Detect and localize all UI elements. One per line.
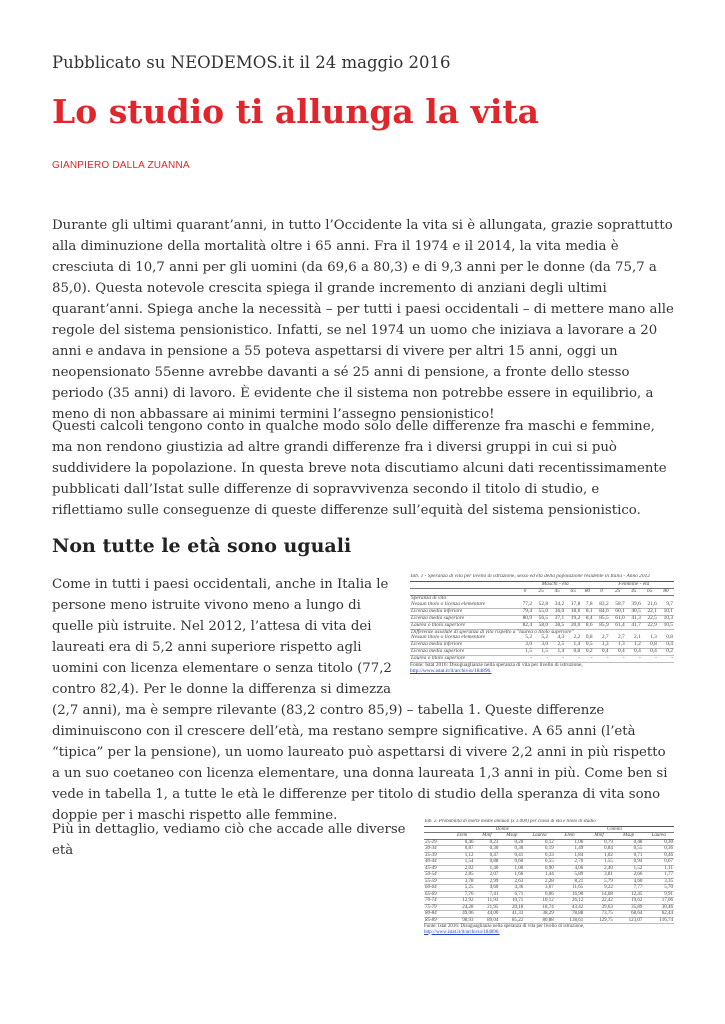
table-cell: 0,94 — [614, 859, 644, 866]
table-cell: 7,41 — [475, 891, 500, 898]
paragraph-intro: Durante gli ultimi quarant’anni, in tutto l’Occidente la vita si è allungata, grazie soprattutto alla diminuzione della mortalità oltre i 65 anni. Fra il 1974 e il 2014, la vita media è cresciuta di 10,7 anni per gli uomini (da 69,6 a 80,3) e di 9,3 anni per le donne (da 75,7 a 85,0). Questa notevole crescita spiega il grande incremento di anziani degli ultimi quarant’anni. Spiega anche la necessità – per tutti i paesi occidentali – di mettere mano alle regole del sistema pensionistico. Infatti, se nel 1974 un uomo che iniziava a lavorare a 20 anni e andava in pensione a 55 poteva aspettarsi di vivere per altri 15 anni, oggi un neopensionato 55enne avrebbe davanti a sé 25 anni di pensione, a fronte dello stesso periodo (35 anni) di lavoro. È evidente che il sistema non potrebbe essere in equilibrio, a meno di non abbassare ai minimi termini l’assegno pensionistico! — [52, 218, 674, 422]
section-heading: Non tutte le età sono uguali — [52, 535, 352, 557]
table-cell: 20,0 — [565, 622, 581, 629]
table-cell: 1,40 — [475, 865, 500, 872]
table-cell: 0,2 — [581, 649, 593, 656]
table-cell: 9,7 — [658, 602, 674, 608]
table-row-label: 45-49 — [424, 865, 450, 872]
table-cell: 6,06 — [524, 891, 555, 898]
table2-figure — [424, 819, 674, 959]
table-cell: 24,28 — [450, 904, 475, 911]
table-column-header: 80 — [658, 588, 674, 595]
table-row-label: 85-89 — [424, 917, 450, 924]
table-cell: 1,66 — [499, 872, 524, 879]
table-cell: 0,55 — [614, 846, 644, 853]
table-cell: 34,2 — [549, 602, 565, 608]
table-cell: 41,33 — [499, 911, 524, 918]
table-column-header: 0 — [517, 588, 533, 595]
table-cell: 44,00 — [475, 911, 500, 918]
table-cell: 49,06 — [450, 911, 475, 918]
table-cell: 30,46 — [643, 904, 674, 911]
table1 — [410, 581, 674, 663]
table-cell: 41,3 — [626, 615, 642, 622]
table-row-label: Licenza media superiore — [410, 615, 517, 622]
table-cell: 38,29 — [524, 911, 555, 918]
table-cell: 62,44 — [643, 911, 674, 918]
table-cell: - — [594, 656, 610, 663]
table-cell: 0,5 — [581, 642, 593, 649]
table-cell: 58,0 — [533, 622, 549, 629]
table-cell: 9,22 — [584, 885, 614, 892]
table-cell: 8,6 — [581, 622, 593, 629]
table-cell: 5,2 — [517, 635, 533, 641]
table-cell: 16,90 — [555, 891, 585, 898]
table-cell: 35,89 — [614, 904, 644, 911]
table-cell: 129,75 — [584, 917, 614, 924]
table-cell: 1,06 — [555, 839, 585, 846]
table-cell: 2,5 — [549, 642, 565, 649]
table-row-label: 40-44 — [424, 859, 450, 866]
table-cell: 19,2 — [565, 615, 581, 622]
table-cell: 10,1 — [658, 608, 674, 615]
table-cell: 4,3 — [549, 635, 565, 641]
table-cell: 5,79 — [584, 878, 614, 885]
table-cell: 68,64 — [614, 911, 644, 918]
table-cell: - — [610, 656, 626, 663]
table-cell: 1,3 — [642, 635, 658, 641]
table-cell: 0,4 — [610, 649, 626, 656]
table-row — [424, 911, 674, 918]
table-cell: 1,49 — [555, 846, 585, 853]
table-cell: 85,5 — [594, 615, 610, 622]
table-cell: 7,76 — [450, 891, 475, 898]
paragraph-third-container — [52, 574, 674, 826]
table-cell: - — [565, 656, 581, 663]
table-cell: 85,22 — [499, 917, 524, 924]
table-cell: 5,25 — [450, 885, 475, 892]
table-row-label: 35-39 — [424, 852, 450, 859]
table-cell: 8,21 — [555, 878, 585, 885]
table-cell: 8,4 — [581, 615, 593, 622]
table-column-header: 0 — [594, 588, 610, 595]
table-cell: 20,18 — [499, 904, 524, 911]
table-cell: 77,2 — [517, 602, 533, 608]
table-cell: 0,30 — [475, 846, 500, 853]
table-cell: 1,77 — [643, 872, 674, 879]
table-cell: 10,71 — [499, 898, 524, 905]
table-cell: 0,19 — [524, 846, 555, 853]
table-cell: 58,7 — [610, 602, 626, 608]
table-row — [410, 622, 674, 629]
table-cell: - — [533, 656, 549, 663]
table-cell: 0,8 — [658, 635, 674, 641]
table-cell: 3,81 — [584, 872, 614, 879]
table-cell: 17,8 — [565, 602, 581, 608]
table-cell: 3,0 — [517, 642, 533, 649]
table-cell: 2,99 — [475, 878, 500, 885]
table-cell: 0,30 — [499, 846, 524, 853]
table-row-label: Nessun titolo o licenza elementare — [410, 635, 517, 641]
table-cell: 1,55 — [584, 859, 614, 866]
table-cell: 83,2 — [594, 602, 610, 608]
table-column-header: Elem — [450, 833, 475, 840]
table2 — [424, 826, 674, 925]
table-cell: 61,4 — [610, 622, 626, 629]
table-row-label: 30-34 — [424, 846, 450, 853]
table-column-header: Laurea — [524, 833, 555, 840]
table-cell: 4,60 — [475, 885, 500, 892]
table-cell: - — [658, 656, 674, 663]
table-cell: 11,93 — [475, 898, 500, 905]
table-cell: 2,2 — [565, 635, 581, 641]
table-row-label: 65-69 — [424, 891, 450, 898]
table-cell: 5,89 — [555, 872, 585, 879]
table-cell: 2,7 — [594, 635, 610, 641]
table-column-header: 25 — [610, 588, 626, 595]
table-cell: 1,3 — [610, 642, 626, 649]
table-row — [424, 898, 674, 905]
table-group-header: Femmine - età — [594, 581, 674, 588]
table-cell: 2,70 — [555, 859, 585, 866]
table-cell: 80,9 — [517, 615, 533, 622]
table-row-label: 75-79 — [424, 904, 450, 911]
table-row-label: Nessun titolo o licenza elementare — [410, 602, 517, 608]
table-row-label: 55-59 — [424, 878, 450, 885]
table-cell: 56,5 — [533, 615, 549, 622]
table-cell: 9,91 — [643, 891, 674, 898]
table-cell: 0,55 — [524, 859, 555, 866]
table-cell: 0,36 — [643, 846, 674, 853]
table-cell: 1,84 — [555, 852, 585, 859]
table-cell: 98,93 — [450, 917, 475, 924]
table-cell: 4,36 — [499, 885, 524, 892]
table-cell: 52,8 — [533, 602, 549, 608]
table-cell: 22,9 — [642, 622, 658, 629]
table-row-label: 70-74 — [424, 898, 450, 905]
table-cell: - — [549, 656, 565, 663]
table-cell: 0,30 — [643, 839, 674, 846]
publication-line: Pubblicato su NEODEMOS.it il 24 maggio 2016 — [52, 53, 451, 72]
table-cell: - — [517, 656, 533, 663]
table-cell: 0,33 — [524, 852, 555, 859]
table-row — [424, 904, 674, 911]
table-cell: 3,67 — [524, 885, 555, 892]
table-cell: 40,5 — [626, 608, 642, 615]
table-column-header: 25 — [533, 588, 549, 595]
table-column-header: 65 — [642, 588, 658, 595]
table-cell: 2,02 — [450, 865, 475, 872]
table-cell: 4,60 — [614, 878, 644, 885]
table-cell: 21,6 — [642, 602, 658, 608]
table-cell: 5,70 — [643, 885, 674, 892]
table-column-header: Msup — [499, 833, 524, 840]
table-cell: - — [642, 656, 658, 663]
table-cell: 2,66 — [614, 872, 644, 879]
table-cell: 0,41 — [499, 852, 524, 859]
table-cell: 1,3 — [594, 642, 610, 649]
table-cell: 7,77 — [614, 885, 644, 892]
table-cell: 1,02 — [584, 852, 614, 859]
table-row-label: 50-54 — [424, 872, 450, 879]
table-cell: 0,90 — [524, 865, 555, 872]
table1-source: Fonte: Istat 2016: Disuguaglianze nella speranza di vita per livello di istruzione, — [410, 662, 583, 669]
table1-caption: Tab. 1 - Speranza di vita per livello di istruzione, sesso ed età della popolazione residente in Italia - Anno 2012 — [410, 574, 650, 579]
table-cell: 12,92 — [450, 898, 475, 905]
table-cell: 3,35 — [643, 878, 674, 885]
table-column-header: 45 — [549, 588, 565, 595]
table-cell: 10,5 — [658, 622, 674, 629]
table-cell: 0,2 — [658, 649, 674, 656]
table-cell: - — [626, 656, 642, 663]
table-cell: 1,54 — [450, 859, 475, 866]
table-cell: 55,0 — [533, 608, 549, 615]
table-cell: 37,1 — [549, 615, 565, 622]
table-cell: 39,6 — [626, 602, 642, 608]
table-column-header: Minf — [584, 833, 614, 840]
table-cell: - — [581, 656, 593, 663]
table-cell: 73,75 — [584, 911, 614, 918]
table-cell: 1,2 — [626, 642, 642, 649]
table-cell: 4,06 — [555, 865, 585, 872]
table2-link[interactable]: http://www.istat.it/it/archivio/184896. — [424, 929, 500, 935]
table-cell: 60,1 — [610, 608, 626, 615]
table-cell: 1,00 — [499, 865, 524, 872]
table-cell — [410, 581, 517, 588]
table-row-label: Licenza media inferiore — [410, 608, 517, 615]
table-cell: 0,8 — [581, 635, 593, 641]
table-cell: 1,52 — [614, 865, 644, 872]
table-cell: 41,7 — [626, 622, 642, 629]
table-row — [424, 917, 674, 924]
table-cell: 0,88 — [475, 859, 500, 866]
table-cell: 5,2 — [533, 635, 549, 641]
table-cell: 0,84 — [584, 846, 614, 853]
table-cell: 0,67 — [643, 859, 674, 866]
table-cell: 17,06 — [643, 898, 674, 905]
table-header-row — [410, 588, 674, 595]
table-cell: 0,46 — [643, 852, 674, 859]
table-cell: 78,88 — [555, 911, 585, 918]
table-cell: 38,5 — [549, 622, 565, 629]
table-cell: 0,8 — [642, 642, 658, 649]
table-row-label: Laurea o titolo superiore — [410, 622, 517, 629]
table-cell: 116,74 — [643, 917, 674, 924]
table-cell: 12,45 — [614, 891, 644, 898]
table-cell: 22,1 — [642, 608, 658, 615]
table-cell: 26,12 — [555, 898, 585, 905]
table-cell: 8,1 — [581, 608, 593, 615]
table-row-label: 60-64 — [424, 885, 450, 892]
table-row-label: Licenza media inferiore — [410, 642, 517, 649]
table-cell: 2,28 — [524, 878, 555, 885]
table-cell: 2,40 — [584, 865, 614, 872]
table-cell: 39,63 — [584, 904, 614, 911]
table-cell: 138,61 — [555, 917, 585, 924]
table-row-label: 25-29 — [424, 839, 450, 846]
table-cell: 0,8 — [565, 649, 581, 656]
table-cell: 2,07 — [475, 872, 500, 879]
table-cell: 22,5 — [642, 615, 658, 622]
table-cell: 0,71 — [614, 852, 644, 859]
table-cell: 85,9 — [594, 622, 610, 629]
table-cell: 0,23 — [475, 839, 500, 846]
author-link[interactable]: GIANPIERO DALLA ZUANNA — [52, 160, 190, 171]
table1-link[interactable]: http://www.istat.it/it/archivio/184896. — [410, 668, 492, 675]
table-cell: 22,42 — [584, 898, 614, 905]
table-group-header: Uomini — [555, 826, 674, 833]
table-cell: 80,88 — [524, 917, 555, 924]
table-cell: 0,46 — [450, 839, 475, 846]
table-cell: 1,4 — [565, 642, 581, 649]
table-cell: 0,47 — [475, 852, 500, 859]
table-cell: 0,4 — [658, 642, 674, 649]
table-section-label: Differenze assolute di speranza di vita rispetto a "laurea o titolo superiore" — [411, 628, 574, 635]
table-cell: 10,12 — [524, 898, 555, 905]
table-cell: 18,6 — [565, 608, 581, 615]
table-cell: 0,48 — [614, 839, 644, 846]
table-cell: 2,85 — [450, 872, 475, 879]
table-cell: 3,0 — [533, 642, 549, 649]
table-group-header: Donne — [450, 826, 555, 833]
table-cell: 79,4 — [517, 608, 533, 615]
table-cell: 0,12 — [524, 839, 555, 846]
table-cell: 61,0 — [610, 615, 626, 622]
table-column-header: Laurea — [643, 833, 674, 840]
table-cell: 0,20 — [499, 839, 524, 846]
table-cell: 2,1 — [626, 635, 642, 641]
table-cell: 19,62 — [614, 898, 644, 905]
table-cell: 1,5 — [517, 649, 533, 656]
table2-source: Fonte: Istat 2016: Disuguaglianze nella speranza di vita per livello di istruzione, — [424, 924, 585, 929]
table-cell: 1,4 — [549, 649, 565, 656]
table-cell: 82,4 — [517, 622, 533, 629]
table-cell: 1,5 — [533, 649, 549, 656]
table-cell: 18,74 — [524, 904, 555, 911]
table-column-header: Msup — [614, 833, 644, 840]
table-cell: 21,95 — [475, 904, 500, 911]
table-section-label: Speranza di vita — [411, 594, 447, 601]
table-column-header: 45 — [626, 588, 642, 595]
table-cell: 1,12 — [450, 852, 475, 859]
table-cell: 3,78 — [450, 878, 475, 885]
table-group-header: Maschi - età — [517, 581, 594, 588]
table-cell: 123,07 — [614, 917, 644, 924]
paragraph-fourth: Più in dettaglio, vediamo ciò che accade alle diverse età — [52, 822, 406, 858]
table-cell: 0,79 — [584, 839, 614, 846]
table-cell: 14,08 — [584, 891, 614, 898]
table-cell: 2,63 — [499, 878, 524, 885]
table-row-label: Laurea o titolo superiore — [410, 656, 517, 663]
table-cell: 0,4 — [594, 649, 610, 656]
table2-caption: Tab. 2. Probabilità di morte medie annuali (x 1.000) per classi di età e titolo di studio — [424, 819, 596, 824]
table-cell: 11,65 — [555, 885, 585, 892]
table1-figure — [410, 574, 674, 684]
table-cell: 0,60 — [499, 859, 524, 866]
table-cell: 0,87 — [450, 846, 475, 853]
table-cell: 43,42 — [555, 904, 585, 911]
table-cell: 1,44 — [524, 872, 555, 879]
table-cell: 36,0 — [549, 608, 565, 615]
table-cell: 2,7 — [610, 635, 626, 641]
table-row-label: 80-84 — [424, 911, 450, 918]
table-column-header: 80 — [581, 588, 593, 595]
table-column-header: Minf — [475, 833, 500, 840]
table-row-label: Licenza media superiore — [410, 649, 517, 656]
table-cell: 84,6 — [594, 608, 610, 615]
table-cell: 89,04 — [475, 917, 500, 924]
article-title: Lo studio ti allunga la vita — [52, 92, 540, 131]
table-cell: 7,8 — [581, 602, 593, 608]
paragraph-fourth-container — [52, 819, 674, 963]
table-cell: 0,4 — [642, 649, 658, 656]
table-cell: 0,4 — [626, 649, 642, 656]
paragraph-third: Come in tutti i paesi occidentali, anche in Italia le persone meno istruite vivono meno a lungo di quelle più istruite. Nel 2012, l’attesa di vita dei laureati era di 5,2 anni superiore rispetto agli uomini con licenza elementare o senza titolo (77,2 contro 82,4). Per le donne la differenza si dimezza (2,7 anni), ma è sempre rilevante (83,2 contro 85,9) – tabella 1. Queste differenze diminuiscono con il crescere dell’età, ma restano sempre significative. A 65 anni (l’età “tipica” per la pensione), un uomo laureato può aspettarsi di vivere 2,2 anni in più rispetto a un suo coetaneo con licenza elementare, una donna laureata 1,3 anni in più. Come ben si vede in tabella 1, a tutte le età le differenze per titolo di studio della speranza di vita sono doppie per i maschi rispetto alle femmine. — [52, 577, 668, 823]
table-cell: 1,11 — [643, 865, 674, 872]
paragraph-second: Questi calcoli tengono conto in qualche modo solo delle differenze fra maschi e femmine, ma non rendono giustizia ad altre grandi differenze fra i diversi gruppi in cui si può suddividere la popolazione. In questa breve nota discutiamo alcuni dati recentissimamente pubblicati dall’Istat sulle differenze di sopravvivenza secondo il titolo di studio, e riflettiamo sulle conseguenze di queste differenze sull’equità del sistema pensionistico. — [52, 419, 667, 518]
table-cell: 10,3 — [658, 615, 674, 622]
table-cell: 6,71 — [499, 891, 524, 898]
table-column-header: Elem — [555, 833, 585, 840]
table-column-header: 65 — [565, 588, 581, 595]
